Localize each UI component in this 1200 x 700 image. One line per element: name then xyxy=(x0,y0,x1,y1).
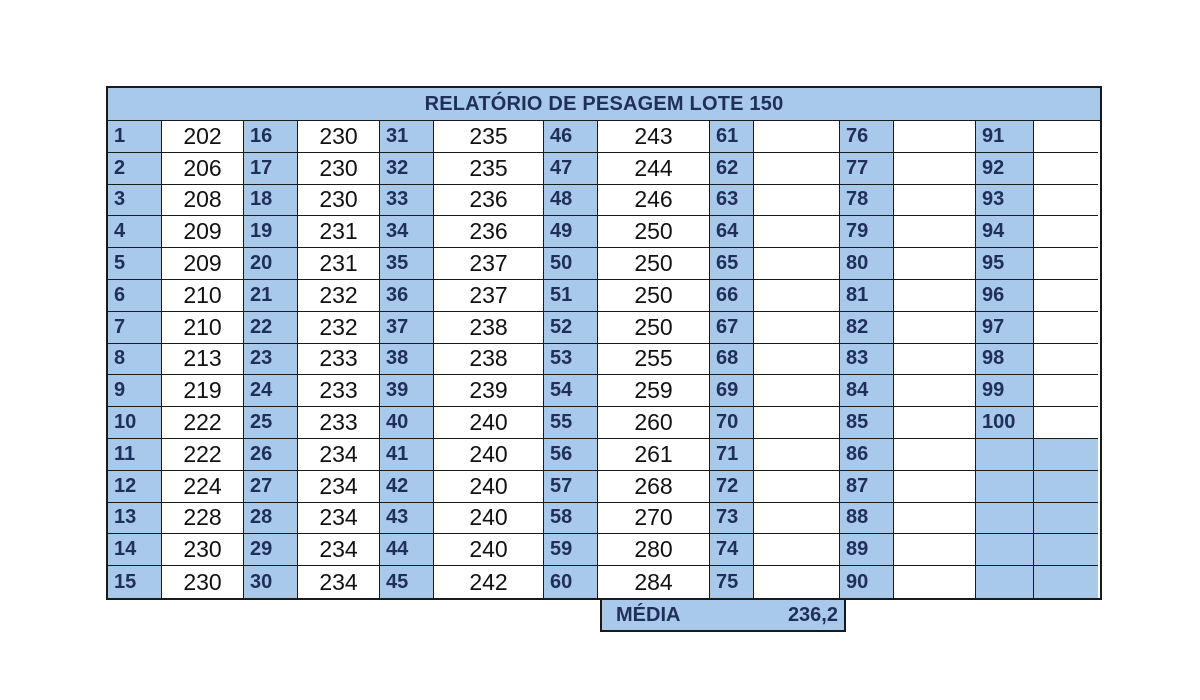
weight-value-cell xyxy=(894,312,976,344)
animal-number-cell: 78 xyxy=(840,185,894,217)
weight-value-cell: 202 xyxy=(162,121,244,153)
animal-number-cell: 6 xyxy=(108,280,162,312)
report-title: RELATÓRIO DE PESAGEM LOTE 150 xyxy=(108,88,1100,121)
animal-number-cell: 49 xyxy=(544,216,598,248)
weight-value-cell xyxy=(894,153,976,185)
animal-number-cell: 64 xyxy=(710,216,754,248)
weight-value-cell: 235 xyxy=(434,121,544,153)
animal-number-cell: 85 xyxy=(840,407,894,439)
animal-number-cell: 9 xyxy=(108,375,162,407)
weight-value-cell: 238 xyxy=(434,312,544,344)
animal-number-cell: 14 xyxy=(108,534,162,566)
weight-value-cell xyxy=(1034,185,1098,217)
animal-number-cell: 4 xyxy=(108,216,162,248)
weight-value-cell xyxy=(894,280,976,312)
weight-value-cell xyxy=(894,216,976,248)
weight-value-cell: 210 xyxy=(162,312,244,344)
animal-number-cell: 55 xyxy=(544,407,598,439)
animal-number-cell: 79 xyxy=(840,216,894,248)
animal-number-cell: 32 xyxy=(380,153,434,185)
animal-number-cell: 34 xyxy=(380,216,434,248)
animal-number-cell: 50 xyxy=(544,248,598,280)
animal-number-cell: 46 xyxy=(544,121,598,153)
animal-number-cell: 86 xyxy=(840,439,894,471)
animal-number-cell: 90 xyxy=(840,566,894,598)
animal-number-cell: 43 xyxy=(380,503,434,535)
weight-value-cell: 210 xyxy=(162,280,244,312)
weight-value-cell: 234 xyxy=(298,503,380,535)
animal-number-cell: 19 xyxy=(244,216,298,248)
weight-value-cell: 231 xyxy=(298,216,380,248)
weight-value-cell: 239 xyxy=(434,375,544,407)
animal-number-cell: 89 xyxy=(840,534,894,566)
animal-number-cell: 61 xyxy=(710,121,754,153)
weight-value-cell xyxy=(1034,153,1098,185)
animal-number-cell: 76 xyxy=(840,121,894,153)
weight-value-cell xyxy=(1034,534,1098,566)
animal-number-cell: 96 xyxy=(976,280,1034,312)
animal-number-cell xyxy=(976,534,1034,566)
weight-value-cell: 240 xyxy=(434,534,544,566)
weighing-grid xyxy=(108,121,1100,598)
weight-value-cell xyxy=(754,153,840,185)
animal-number-cell: 42 xyxy=(380,471,434,503)
weight-value-cell xyxy=(1034,280,1098,312)
animal-number-cell: 84 xyxy=(840,375,894,407)
animal-number-cell: 59 xyxy=(544,534,598,566)
animal-number-cell: 33 xyxy=(380,185,434,217)
animal-number-cell: 91 xyxy=(976,121,1034,153)
animal-number-cell: 40 xyxy=(380,407,434,439)
weight-value-cell: 284 xyxy=(598,566,710,598)
animal-number-cell: 51 xyxy=(544,280,598,312)
animal-number-cell: 10 xyxy=(108,407,162,439)
animal-number-cell: 97 xyxy=(976,312,1034,344)
weight-value-cell xyxy=(894,407,976,439)
weight-value-cell: 208 xyxy=(162,185,244,217)
animal-number-cell: 87 xyxy=(840,471,894,503)
weight-value-cell: 236 xyxy=(434,185,544,217)
weight-value-cell: 246 xyxy=(598,185,710,217)
weight-value-cell xyxy=(1034,407,1098,439)
animal-number-cell: 22 xyxy=(244,312,298,344)
animal-number-cell: 92 xyxy=(976,153,1034,185)
weight-value-cell xyxy=(1034,503,1098,535)
animal-number-cell: 63 xyxy=(710,185,754,217)
weight-value-cell: 230 xyxy=(298,153,380,185)
weight-value-cell: 234 xyxy=(298,439,380,471)
weight-value-cell: 234 xyxy=(298,566,380,598)
weight-value-cell: 238 xyxy=(434,344,544,376)
animal-number-cell: 68 xyxy=(710,344,754,376)
weight-value-cell: 232 xyxy=(298,312,380,344)
weight-value-cell: 240 xyxy=(434,471,544,503)
weight-value-cell: 240 xyxy=(434,439,544,471)
weight-value-cell: 261 xyxy=(598,439,710,471)
animal-number-cell: 7 xyxy=(108,312,162,344)
weight-value-cell: 206 xyxy=(162,153,244,185)
animal-number-cell: 13 xyxy=(108,503,162,535)
animal-number-cell: 94 xyxy=(976,216,1034,248)
weight-value-cell: 233 xyxy=(298,344,380,376)
weight-value-cell: 270 xyxy=(598,503,710,535)
weight-value-cell: 237 xyxy=(434,280,544,312)
weight-value-cell xyxy=(754,185,840,217)
weight-value-cell xyxy=(754,439,840,471)
weight-value-cell xyxy=(894,121,976,153)
weight-value-cell: 222 xyxy=(162,407,244,439)
weight-value-cell xyxy=(754,471,840,503)
weight-value-cell: 213 xyxy=(162,344,244,376)
weight-value-cell xyxy=(754,248,840,280)
animal-number-cell: 83 xyxy=(840,344,894,376)
weight-value-cell xyxy=(1034,248,1098,280)
animal-number-cell: 58 xyxy=(544,503,598,535)
weight-value-cell: 244 xyxy=(598,153,710,185)
animal-number-cell: 56 xyxy=(544,439,598,471)
weight-value-cell: 242 xyxy=(434,566,544,598)
weight-value-cell: 234 xyxy=(298,471,380,503)
animal-number-cell: 82 xyxy=(840,312,894,344)
animal-number-cell: 15 xyxy=(108,566,162,598)
animal-number-cell: 38 xyxy=(380,344,434,376)
animal-number-cell: 21 xyxy=(244,280,298,312)
weight-value-cell xyxy=(1034,312,1098,344)
animal-number-cell: 75 xyxy=(710,566,754,598)
animal-number-cell: 23 xyxy=(244,344,298,376)
animal-number-cell: 98 xyxy=(976,344,1034,376)
animal-number-cell: 12 xyxy=(108,471,162,503)
weight-value-cell xyxy=(754,280,840,312)
animal-number-cell: 65 xyxy=(710,248,754,280)
animal-number-cell: 70 xyxy=(710,407,754,439)
animal-number-cell: 29 xyxy=(244,534,298,566)
animal-number-cell: 35 xyxy=(380,248,434,280)
weight-value-cell: 250 xyxy=(598,312,710,344)
animal-number-cell: 80 xyxy=(840,248,894,280)
weight-value-cell xyxy=(894,344,976,376)
animal-number-cell: 17 xyxy=(244,153,298,185)
animal-number-cell xyxy=(976,471,1034,503)
animal-number-cell: 62 xyxy=(710,153,754,185)
animal-number-cell: 93 xyxy=(976,185,1034,217)
animal-number-cell: 72 xyxy=(710,471,754,503)
weight-value-cell: 240 xyxy=(434,503,544,535)
animal-number-cell: 57 xyxy=(544,471,598,503)
animal-number-cell: 45 xyxy=(380,566,434,598)
weight-value-cell xyxy=(754,534,840,566)
animal-number-cell: 1 xyxy=(108,121,162,153)
animal-number-cell: 66 xyxy=(710,280,754,312)
animal-number-cell: 44 xyxy=(380,534,434,566)
animal-number-cell: 27 xyxy=(244,471,298,503)
animal-number-cell: 73 xyxy=(710,503,754,535)
weight-value-cell: 250 xyxy=(598,248,710,280)
animal-number-cell: 100 xyxy=(976,407,1034,439)
weight-value-cell xyxy=(754,312,840,344)
animal-number-cell: 67 xyxy=(710,312,754,344)
animal-number-cell: 2 xyxy=(108,153,162,185)
animal-number-cell: 60 xyxy=(544,566,598,598)
weight-value-cell: 260 xyxy=(598,407,710,439)
animal-number-cell: 53 xyxy=(544,344,598,376)
weight-value-cell: 240 xyxy=(434,407,544,439)
animal-number-cell: 16 xyxy=(244,121,298,153)
weight-value-cell: 234 xyxy=(298,534,380,566)
weight-value-cell: 231 xyxy=(298,248,380,280)
weight-value-cell: 209 xyxy=(162,248,244,280)
weight-value-cell xyxy=(894,503,976,535)
animal-number-cell: 3 xyxy=(108,185,162,217)
animal-number-cell: 52 xyxy=(544,312,598,344)
animal-number-cell xyxy=(976,439,1034,471)
animal-number-cell: 88 xyxy=(840,503,894,535)
weight-value-cell: 259 xyxy=(598,375,710,407)
animal-number-cell: 25 xyxy=(244,407,298,439)
animal-number-cell: 37 xyxy=(380,312,434,344)
weight-value-cell xyxy=(754,121,840,153)
weight-value-cell xyxy=(894,566,976,598)
weight-value-cell xyxy=(894,471,976,503)
weight-value-cell: 233 xyxy=(298,375,380,407)
average-value: 236,2 xyxy=(787,603,838,626)
animal-number-cell: 99 xyxy=(976,375,1034,407)
weight-value-cell xyxy=(894,375,976,407)
weighing-report-table xyxy=(106,86,1102,600)
animal-number-cell: 77 xyxy=(840,153,894,185)
animal-number-cell: 31 xyxy=(380,121,434,153)
animal-number-cell: 69 xyxy=(710,375,754,407)
animal-number-cell: 74 xyxy=(710,534,754,566)
weight-value-cell: 209 xyxy=(162,216,244,248)
animal-number-cell: 95 xyxy=(976,248,1034,280)
weight-value-cell: 230 xyxy=(298,185,380,217)
weight-value-cell xyxy=(754,566,840,598)
weight-value-cell xyxy=(754,216,840,248)
average-box xyxy=(600,598,846,632)
weight-value-cell: 230 xyxy=(162,566,244,598)
weight-value-cell xyxy=(894,439,976,471)
weight-value-cell: 268 xyxy=(598,471,710,503)
weight-value-cell xyxy=(754,344,840,376)
weight-value-cell xyxy=(1034,471,1098,503)
animal-number-cell: 41 xyxy=(380,439,434,471)
weight-value-cell xyxy=(1034,216,1098,248)
animal-number-cell: 71 xyxy=(710,439,754,471)
weight-value-cell xyxy=(754,407,840,439)
weight-value-cell xyxy=(1034,344,1098,376)
animal-number-cell: 8 xyxy=(108,344,162,376)
weight-value-cell xyxy=(894,534,976,566)
animal-number-cell: 48 xyxy=(544,185,598,217)
animal-number-cell: 30 xyxy=(244,566,298,598)
weight-value-cell xyxy=(1034,439,1098,471)
animal-number-cell: 24 xyxy=(244,375,298,407)
weight-value-cell: 280 xyxy=(598,534,710,566)
weight-value-cell: 235 xyxy=(434,153,544,185)
animal-number-cell: 28 xyxy=(244,503,298,535)
weight-value-cell: 250 xyxy=(598,280,710,312)
weight-value-cell xyxy=(754,503,840,535)
animal-number-cell: 5 xyxy=(108,248,162,280)
animal-number-cell: 18 xyxy=(244,185,298,217)
weight-value-cell: 255 xyxy=(598,344,710,376)
animal-number-cell: 26 xyxy=(244,439,298,471)
average-label: MÉDIA xyxy=(616,603,681,626)
animal-number-cell: 54 xyxy=(544,375,598,407)
weight-value-cell: 243 xyxy=(598,121,710,153)
weight-value-cell xyxy=(754,375,840,407)
weight-value-cell: 232 xyxy=(298,280,380,312)
animal-number-cell: 47 xyxy=(544,153,598,185)
weight-value-cell: 222 xyxy=(162,439,244,471)
weight-value-cell: 236 xyxy=(434,216,544,248)
weight-value-cell xyxy=(1034,121,1098,153)
weight-value-cell xyxy=(1034,566,1098,598)
animal-number-cell: 39 xyxy=(380,375,434,407)
weight-value-cell: 219 xyxy=(162,375,244,407)
animal-number-cell xyxy=(976,566,1034,598)
animal-number-cell: 36 xyxy=(380,280,434,312)
weight-value-cell: 230 xyxy=(298,121,380,153)
weight-value-cell xyxy=(894,185,976,217)
weight-value-cell: 250 xyxy=(598,216,710,248)
weight-value-cell: 233 xyxy=(298,407,380,439)
animal-number-cell xyxy=(976,503,1034,535)
weight-value-cell xyxy=(894,248,976,280)
weight-value-cell xyxy=(1034,375,1098,407)
animal-number-cell: 20 xyxy=(244,248,298,280)
weight-value-cell: 224 xyxy=(162,471,244,503)
weight-value-cell: 228 xyxy=(162,503,244,535)
animal-number-cell: 81 xyxy=(840,280,894,312)
weight-value-cell: 230 xyxy=(162,534,244,566)
weight-value-cell: 237 xyxy=(434,248,544,280)
animal-number-cell: 11 xyxy=(108,439,162,471)
